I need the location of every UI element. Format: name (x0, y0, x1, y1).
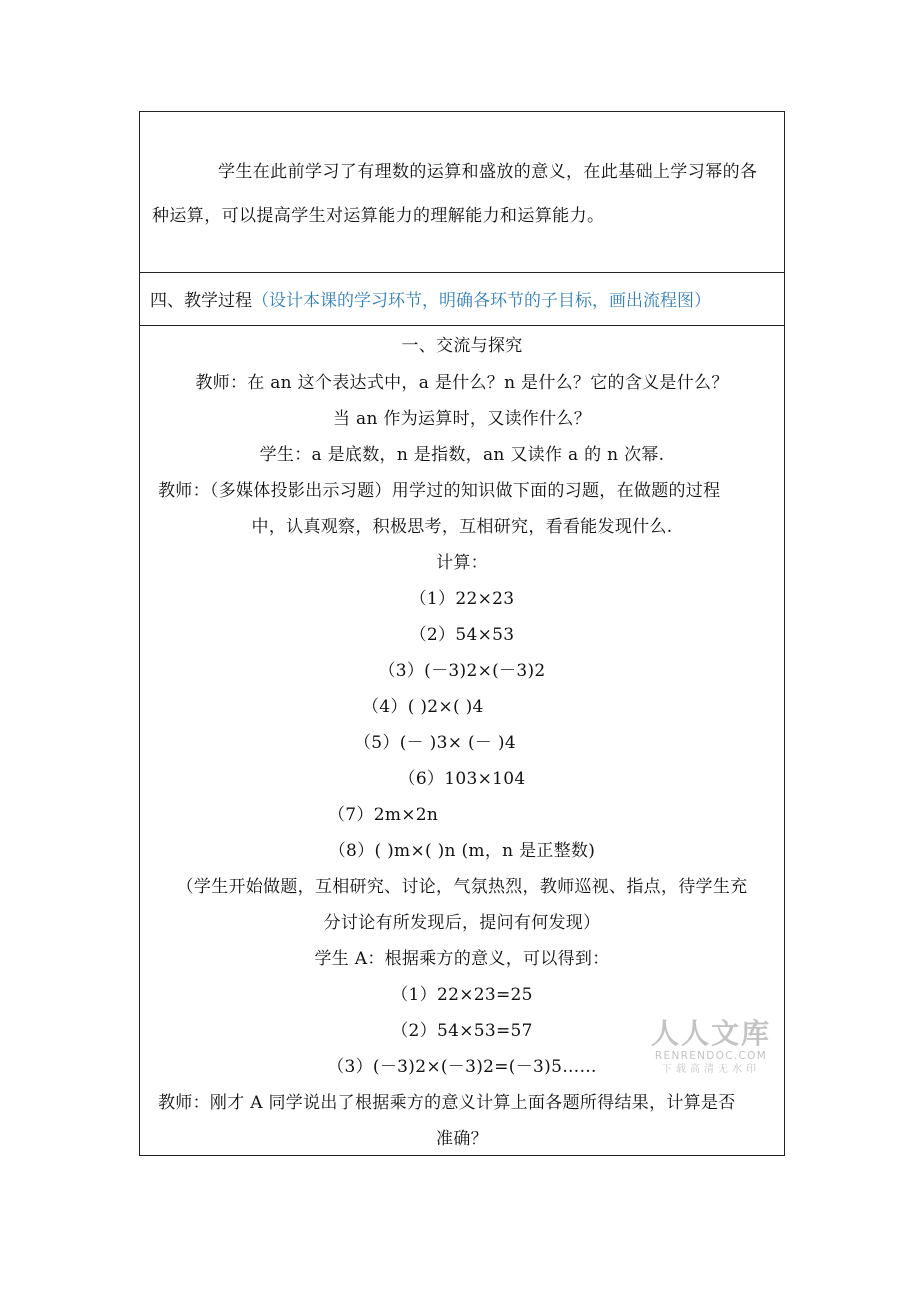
student-answer: 学生：a 是底数，n 是指数，an 又读作 a 的 n 次幂. (259, 445, 665, 465)
calc-label: 计算： (436, 553, 488, 573)
exercise-6: （6）103×104 (398, 769, 526, 789)
classroom-note-line1: （学生开始做题，互相研究、讨论，气氛热烈，教师巡视、指点，待学生充 (176, 877, 748, 897)
exercise-5: （5）(－ )3× (－ )4 (354, 733, 516, 753)
heading-label: 四、教学过程 (150, 291, 252, 311)
watermark-domain: RENRENDOC.COM (654, 1050, 768, 1062)
heading-note: （设计本课的学习环节，明确各环节的子目标，画出流程图） (252, 291, 711, 311)
teacher-followup-line2: 准确？ (436, 1129, 488, 1149)
lesson-plan-table (139, 111, 785, 1156)
answer-1: （1）22×23=25 (391, 985, 533, 1005)
subtitle-exchange-explore: 一、交流与探究 (401, 336, 523, 356)
watermark-logo: 人人文库 (650, 1017, 771, 1050)
teaching-process-header-cell (140, 273, 784, 326)
answer-3: （3）(－3)2×(－3)2=(－3)5…… (327, 1057, 597, 1077)
exercise-4: （4）( )2×( )4 (362, 697, 484, 717)
exercise-3: （3）(－3)2×(－3)2 (378, 661, 546, 681)
exercise-1: （1）22×23 (409, 589, 515, 609)
exercise-7: （7）2m×2n (328, 805, 439, 825)
student-analysis-cell (140, 112, 784, 273)
student-a-statement: 学生 A：根据乘方的意义，可以得到： (314, 949, 610, 969)
exercise-2: （2）54×53 (409, 625, 515, 645)
teaching-process-heading (150, 289, 711, 313)
teacher-instruction-line1: 教师：（多媒体投影出示习题）用学过的知识做下面的习题，在做题的过程 (158, 481, 721, 501)
answer-2: （2）54×53=57 (391, 1021, 533, 1041)
teacher-question-1: 教师：在 an 这个表达式中，a 是什么？n 是什么？它的含义是什么？ (195, 373, 729, 393)
teacher-followup-line1: 教师：刚才 A 同学说出了根据乘方的意义计算上面各题所得结果，计算是否 (158, 1093, 736, 1113)
classroom-note-line2: 分讨论有所发现后，提问有何发现） (323, 913, 601, 933)
watermark (646, 1018, 776, 1077)
exercise-8: （8）( )m×( )n (m，n 是正整数) (328, 841, 596, 861)
teacher-instruction-line2: 中，认真观察，积极思考，互相研究，看看能发现什么. (251, 517, 673, 537)
student-analysis-paragraph: 学生在此前学习了有理数的运算和盛放的意义，在此基础上学习幂的各种运算，可以提高学生对运算能力的理解能力和运算能力。 (152, 162, 758, 226)
teacher-question-2: 当 an 作为运算时，又读作什么？ (333, 409, 591, 429)
watermark-tagline: 下载高清无水印 (662, 1064, 760, 1075)
